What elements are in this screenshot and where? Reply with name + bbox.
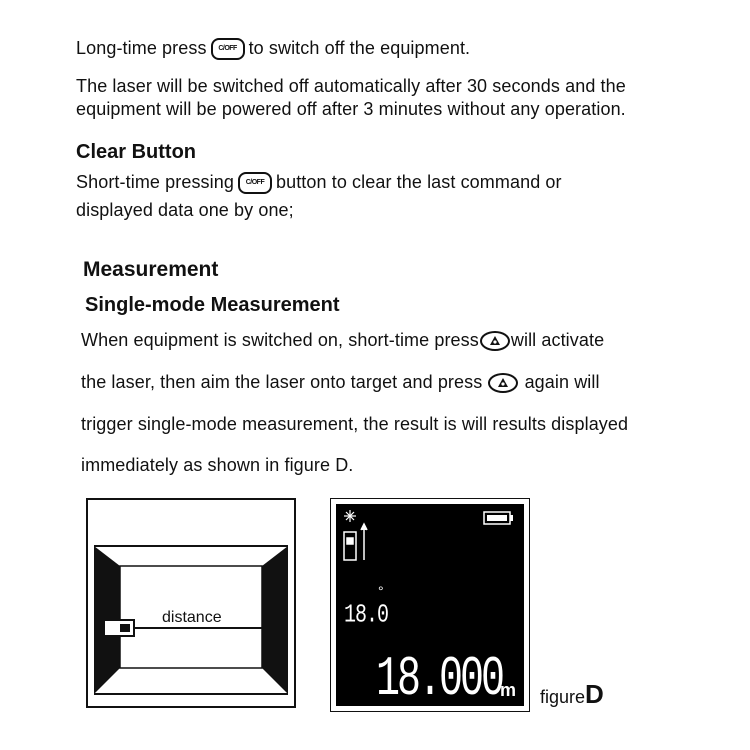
distance-unit: m — [500, 680, 517, 700]
angle-readout: 18.0 — [344, 600, 389, 630]
clear-line2: displayed data one by one; — [76, 200, 294, 220]
measurement-line4: immediately as shown in figure D. — [81, 455, 354, 475]
clear-line1-start: Short-time pressing — [76, 172, 234, 192]
angle-degree-symbol: ° — [378, 583, 384, 599]
measurement-line2 — [81, 372, 600, 393]
measurement-line1-end: will activate — [510, 330, 605, 350]
measurement-line2-start: the laser, then aim the laser onto target and press — [81, 372, 483, 392]
caption-prefix: figure — [540, 687, 586, 707]
measurement-heading: Measurement — [83, 258, 219, 281]
para1-line1-start: Long-time press — [76, 38, 207, 58]
distance-label: distance — [162, 609, 222, 626]
clear-off-button-icon: C/OFF — [238, 172, 272, 194]
measure-button-icon — [488, 373, 518, 393]
clear-line1-end: button to clear the last command or — [275, 172, 562, 192]
single-mode-heading: Single-mode Measurement — [85, 294, 340, 316]
measurement-line3: trigger single-mode measurement, the result is will results displayed — [81, 414, 629, 434]
figure-caption — [540, 679, 604, 710]
clear-off-button-icon: C/OFF — [211, 38, 245, 60]
measure-button-icon — [480, 331, 510, 351]
lcd-display-figure — [330, 498, 530, 712]
measurement-line2-end: again will — [524, 372, 600, 392]
distance-readout: 18.000 — [376, 646, 503, 712]
para1-line1-end: to switch off the equipment. — [248, 38, 471, 58]
measurement-line1-start: When equipment is switched on, short-time press — [81, 330, 479, 350]
para1-line2: The laser will be switched off automatically after 30 seconds and the — [76, 76, 626, 96]
para1-line1 — [76, 38, 470, 60]
caption-letter: D — [585, 679, 604, 709]
measurement-line1 — [81, 330, 604, 351]
clear-line1 — [76, 172, 562, 194]
room-distance-figure — [86, 498, 296, 708]
clear-heading: Clear Button — [76, 141, 196, 163]
para1-line3: equipment will be powered off after 3 minutes without any operation. — [76, 99, 626, 119]
laser-device-icon — [104, 620, 134, 636]
